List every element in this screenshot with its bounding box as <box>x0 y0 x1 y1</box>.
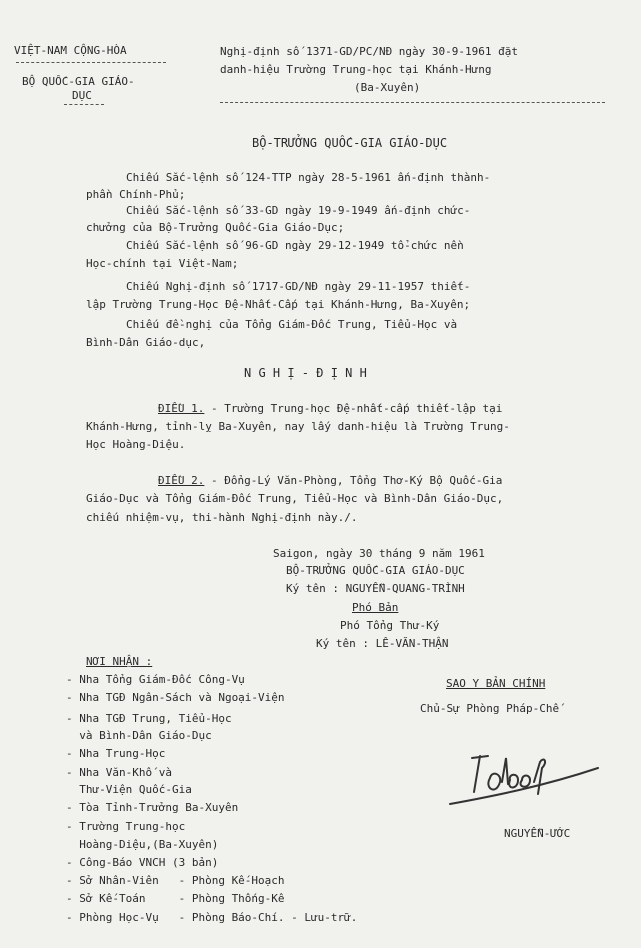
header-right-rule <box>220 102 605 103</box>
preamble-line: Chiếu Sắc-lệnh số 124-TTP ngày 28-5-1961 ấn-định thành- <box>126 171 491 184</box>
article-2-label: ĐIỀU 2. <box>158 474 205 487</box>
article-1 <box>158 402 502 416</box>
place-date: Saigon, ngày 30 tháng 9 năm 1961 <box>273 547 485 560</box>
article-1-line-3: Học Hoàng-Diệu. <box>86 438 186 451</box>
preamble-line: Học-chính tại Việt-Nam; <box>86 257 239 270</box>
recipient-item: - Sở Nhân-Viên - Phòng Kế-Hoạch <box>66 874 285 887</box>
article-1-line-2: Khánh-Hưng, tỉnh-lỵ Ba-Xuyên, nay lấy danh-hiệu là Trường Trung- <box>86 420 510 433</box>
preamble-line: Chiếu đề-nghị của Tổng Giám-Đốc Trung, Tiểu-Học và <box>126 318 458 331</box>
recipient-item: - Nha Trung-Học <box>66 747 166 760</box>
decree-ref-line-1: Nghị-định số 1371-GD/PC/NĐ ngày 30-9-1961 đặt <box>220 45 519 58</box>
preamble-line: Chiếu Nghị-định số 1717-GD/NĐ ngày 29-11-1957 thiết- <box>126 280 471 293</box>
recipient-item: và Bình-Dân Giáo-Dục <box>66 729 212 742</box>
ministry-line-2: DỤC <box>72 89 92 102</box>
preamble-line: Chiếu Sắc-lệnh số 96-GD ngày 29-12-1949 tổ-chức nền <box>126 239 464 252</box>
preamble-line: chưởng của Bộ-Trưởng Quốc-Gia Giáo-Dục; <box>86 221 345 234</box>
deputy-heading: Phó Bản <box>352 601 399 614</box>
article-2 <box>158 474 502 488</box>
recipient-item: - Nha TGĐ Ngân-Sách và Ngoại-Viện <box>66 691 285 704</box>
preamble-line: Bình-Dân Giáo-dục, <box>86 336 206 349</box>
article-2-line-3: chiếu nhiệm-vụ, thi-hành Nghị-định này./. <box>86 511 358 524</box>
deputy-signed: Ký tên : LÊ-VĂN-THẬN <box>316 637 449 650</box>
signed-by: Ký tên : NGUYỄN-QUANG-TRÌNH <box>286 582 465 595</box>
article-1-line-1: - Trường Trung-học Đệ-nhất-cấp thiết-lập tại <box>210 402 503 415</box>
ministry-line-1: BỘ QUỐC-GIA GIÁO- <box>22 75 135 88</box>
preamble-line: phần Chính-Phủ; <box>86 188 186 201</box>
certified-copy-name: NGUYỄN-ƯỚC <box>504 827 571 840</box>
decree-ref-line-2: danh-hiệu Trường Trung-học tại Khánh-Hưng <box>220 63 492 76</box>
header-left-rule-1 <box>16 62 166 63</box>
signature-title: BỘ-TRƯỞNG QUỐC-GIA GIÁO-DỤC <box>286 564 465 577</box>
handwritten-signature <box>444 738 604 818</box>
recipient-item: Hoàng-Diệu,(Ba-Xuyên) <box>66 838 219 851</box>
decree-ref-line-3: (Ba-Xuyên) <box>354 81 421 94</box>
recipient-item: - Sở Kế-Toán - Phòng Thống-Kê <box>66 892 285 905</box>
header-left-rule-2 <box>64 104 104 105</box>
recipient-item: - Trường Trung-học <box>66 820 186 833</box>
recipients-heading: NƠI NHẬN : <box>86 655 153 668</box>
recipient-item: - Nha TGĐ Trung, Tiểu-Học <box>66 712 232 725</box>
deputy-title: Phó Tổng Thư-Ký <box>340 619 440 632</box>
certified-copy-heading: SAO Y BẢN CHÍNH <box>446 677 546 690</box>
recipient-item: - Nha Văn-Khố và <box>66 766 172 779</box>
article-2-line-2: Giáo-Dục và Tổng Giám-Đốc Trung, Tiểu-Học và Bình-Dân Giáo-Dục, <box>86 492 504 505</box>
recipient-item: - Phòng Học-Vụ - Phòng Báo-Chí. - Lưu-trữ. <box>66 911 358 924</box>
preamble-line: Chiếu Sắc-lệnh số 33-GD ngày 19-9-1949 ấn-định chức- <box>126 204 471 217</box>
article-1-label: ĐIỀU 1. <box>158 402 205 415</box>
recipient-item: - Tòa Tỉnh-Trưởng Ba-Xuyên <box>66 801 239 814</box>
recipient-item: - Công-Báo VNCH (3 bản) <box>66 856 219 869</box>
article-2-line-1: - Đổng-Lý Văn-Phòng, Tổng Thơ-Ký Bộ Quốc-Gia <box>210 474 503 487</box>
country-name: VIỆT-NAM CỘNG-HÒA <box>14 44 127 57</box>
recipient-item: Thư-Viện Quốc-Gia <box>66 783 192 796</box>
preamble-line: lập Trường Trung-Học Đệ-Nhất-Cấp tại Khánh-Hưng, Ba-Xuyên; <box>86 298 471 311</box>
recipient-item: - Nha Tổng Giám-Đốc Công-Vụ <box>66 673 245 686</box>
certified-copy-title: Chủ-Sự Phòng Pháp-Chế <box>420 702 560 715</box>
minister-title: BỘ-TRƯỞNG QUỐC-GIA GIÁO-DỤC <box>252 136 448 150</box>
decree-heading: N G H Ị - Đ Ị N H <box>244 366 367 380</box>
